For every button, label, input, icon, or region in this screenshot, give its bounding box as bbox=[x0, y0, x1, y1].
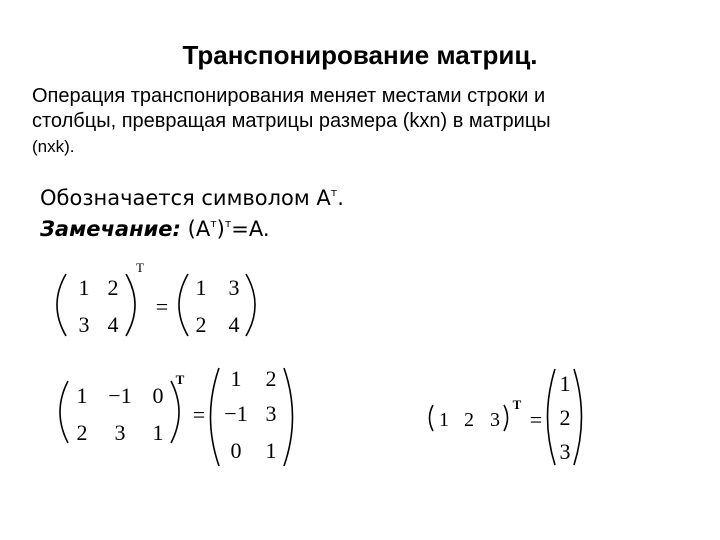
ex3-cell: 1 bbox=[439, 409, 449, 431]
ex1-equals: = bbox=[155, 294, 169, 319]
remark-open: (A bbox=[180, 217, 211, 241]
ex2-result-right-paren bbox=[284, 368, 293, 466]
ex2-result-cell: 1 bbox=[265, 438, 277, 463]
ex3-cell: 3 bbox=[490, 409, 500, 431]
ex3-result-left-paren bbox=[548, 369, 556, 465]
ex1-cell: 1 bbox=[78, 275, 90, 300]
ex1-result-cell: 1 bbox=[195, 275, 207, 300]
description-line-3: (nxk). bbox=[32, 137, 75, 156]
ex2-result-left-paren bbox=[211, 368, 220, 466]
ex1-cell: 3 bbox=[78, 312, 90, 337]
notation-superscript: т bbox=[330, 186, 338, 199]
ex3-equals: = bbox=[529, 407, 543, 432]
ex3-result-cell: 3 bbox=[559, 439, 571, 464]
ex1-cell: 4 bbox=[107, 312, 119, 337]
ex2-cell: 1 bbox=[76, 383, 88, 408]
remark-superscript-outer: т bbox=[224, 217, 232, 230]
ex2-cell: 3 bbox=[114, 420, 126, 445]
ex1-result-left-paren bbox=[179, 274, 188, 336]
matrix-entries bbox=[77, 260, 571, 464]
notation-text: Обозначается символом A bbox=[40, 186, 331, 210]
notation-period: . bbox=[337, 186, 344, 210]
ex3-transpose-sup: T bbox=[512, 397, 522, 412]
ex2-transpose-sup: T bbox=[175, 372, 185, 387]
ex2-cell: 2 bbox=[76, 420, 88, 445]
ex3-right-paren bbox=[504, 405, 508, 431]
remark-label: Замечание: bbox=[40, 217, 181, 241]
ex2-result-cell: 3 bbox=[265, 401, 277, 426]
description-line-2: столбцы, превращая матрицы размера (kxn) в матрицы bbox=[32, 110, 551, 132]
ex3-result-cell: 1 bbox=[559, 371, 571, 396]
ex3-result-cell: 2 bbox=[559, 405, 571, 430]
ex2-right-paren bbox=[171, 381, 179, 443]
ex1-left-paren bbox=[57, 274, 66, 336]
remark-close: ) bbox=[216, 217, 225, 241]
description-line-1: Операция транспонирования меняет местами строки и bbox=[32, 85, 546, 107]
ex2-cell: −1 bbox=[108, 383, 132, 408]
ex1-result-cell: 3 bbox=[228, 275, 240, 300]
remark-superscript-inner: т bbox=[210, 217, 217, 230]
ex2-result-cell: 2 bbox=[265, 366, 277, 391]
ex1-result-cell: 4 bbox=[228, 312, 240, 337]
ex2-result-cell: 1 bbox=[230, 366, 242, 391]
slide-title: Транспонирование матриц. bbox=[182, 40, 538, 70]
ex2-result-cell: 0 bbox=[230, 438, 242, 463]
ex1-transpose-sup: T bbox=[136, 260, 144, 275]
ex1-result-right-paren bbox=[246, 274, 255, 336]
remark-end: =A. bbox=[231, 217, 270, 241]
ex2-cell: 1 bbox=[152, 420, 164, 445]
ex2-result-cell: −1 bbox=[224, 401, 248, 426]
ex3-result-right-paren bbox=[574, 369, 582, 465]
matrix-brackets bbox=[57, 274, 582, 466]
ex3-left-paren bbox=[430, 405, 434, 431]
ex2-cell: 0 bbox=[152, 383, 164, 408]
ex2-equals: = bbox=[192, 402, 206, 427]
ex1-cell: 2 bbox=[107, 275, 119, 300]
ex3-cell: 2 bbox=[464, 409, 474, 431]
ex2-left-paren bbox=[60, 381, 68, 443]
ex1-right-paren bbox=[126, 274, 135, 336]
ex1-result-cell: 2 bbox=[195, 312, 207, 337]
